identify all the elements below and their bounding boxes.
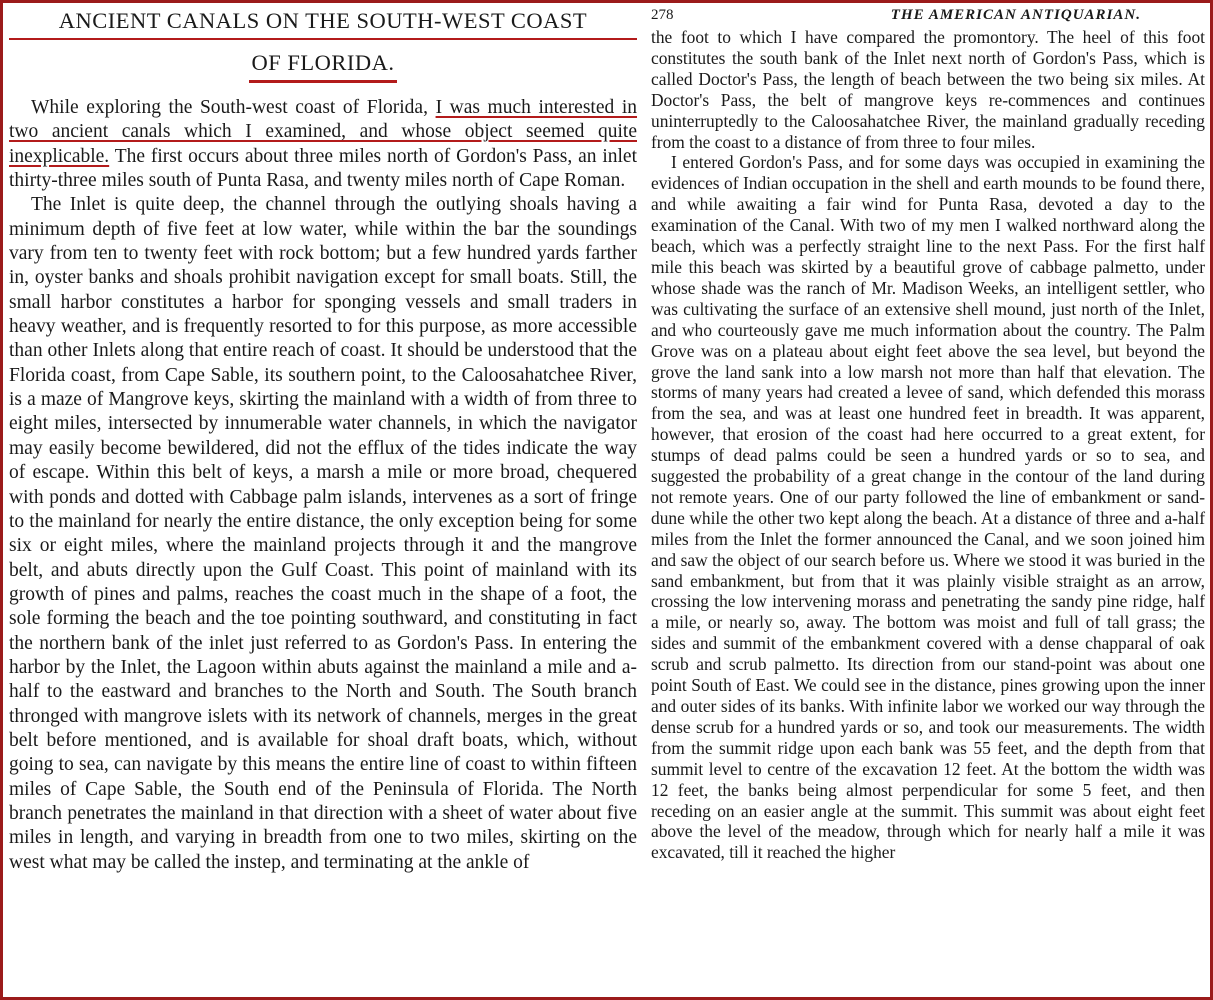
title-line-1: ANCIENT CANALS ON THE SOUTH-WEST COAST xyxy=(9,6,637,40)
right-paragraph-1: the foot to which I have compared the promontory. The heel of this foot constitutes the south bank of the Inlet next north of Gordon's Pass, which is called Doctor's Pass, the length of beach between the two being six miles. At Doctor's Pass, the belt of mangrove keys re-commences and continues uninterruptedly to the Caloosahatchee River, the mainland gradually receding from the coast to a distance of from three to four miles. xyxy=(651,27,1205,152)
left-paragraph-2: The Inlet is quite deep, the channel through the outlying shoals having a minimum depth of five feet at low water, while within the bar the soundings vary from ten to twenty feet with rock bottom; but a few hundred yards farther in, oyster banks and shoals prohibit navigation except for small boats. Still, the small harbor constitutes a harbor for sponging vessels and small traders in heavy weather, and is frequently resorted to for this purpose, as more accessible than other Inlets along that entire reach of coast. It should be understood that the Florida coast, from Cape Sable, its southern point, to the Caloosahatchee River, is a maze of Mangrove keys, skirting the mainland with a width of from three to eight miles, intersected by innumerable water channels, in which the navigator may easily become bewildered, did not the efflux of the tides indicate the way of escape. Within this belt of keys, a marsh a mile or more broad, chequered with ponds and dotted with Cabbage palm islands, intervenes as a sort of fringe to the mainland for nearly the entire distance, the only exception being for some six or eight miles, where the mainland projects through it and the mangrove belt, and abuts directly upon the Gulf Coast. This point of mainland with its growth of pines and palms, reaches the coast much in the shape of a foot, the sole forming the beach and the toe pointing southward, and constituting in fact the northern bank of the inlet just referred to as Gordon's Pass. In entering the harbor by the Inlet, the Lagoon within abuts against the mainland a mile and a-half to the eastward and branches to the North and South. The South branch thronged with mangrove islets with its network of channels, merges in the great belt before mentioned, and is available for shoal draft boats, which, without going to sea, can navigate by this means the entire line of coast to within fifteen miles of Cape Sable, the South end of the Peninsula of Florida. The North branch penetrates the mainland in that direction with a sheet of water about five miles in length, and varying in breadth from one to two miles, skirting on the west what may be called the instep, and terminating at the ankle of xyxy=(9,194,637,873)
left-column xyxy=(9,3,637,875)
highlighted-sentence: I was much interested in two ancient canals which I examined, and whose object seemed quite inexplicable. xyxy=(9,97,638,167)
right-column xyxy=(651,3,1205,863)
title-line-2: OF FLORIDA. xyxy=(249,48,396,83)
para1-rest: The first occurs about three miles north of Gordon's Pass, an inlet thirty-three miles south of Punta Rasa, and twenty miles north of Cape Roman. xyxy=(9,145,637,192)
running-header xyxy=(651,4,1201,27)
right-paragraph-2: I entered Gordon's Pass, and for some days was occupied in examining the evidences of Indian occupation in the shell and earth mounds to be found there, and while awaiting a fair wind for Punta Rasa, devoted a day to the examination of the Canal. With two of my men I walked northward along the beach, which was a perfectly straight line to the next Pass. For the first half mile this beach was skirted by a beautiful grove of cabbage palmetto, under whose shade was the ranch of Mr. Madison Weeks, an intelligent settler, who was cultivating the surface of an extensive shell mound, just north of the Inlet, and who courteously gave me much information about the country. The Palm Grove was on a plateau about eight feet above the sea level, but beyond the grove the land sank into a low marsh not more than half that elevation. The storms of many years had created a levee of sand, which defended this morass from the sea, and was at least one hundred feet in breadth. It was apparent, however, that erosion of the coast had here occurred to a great extent, for stumps of dead palms could be seen a hundred yards or so to sea, and suggested the probability of a great change in the contour of the land during not remote years. One of our party followed the line of embankment or sand-dune while the other two kept along the beach. At a distance of three and a-half miles from the Inlet the former announced the Canal, and we soon joined him and saw the object of our search before us. Where we stood it was buried in the sand embankment, but from that it was plainly visible straight as an arrow, crossing the low intervening morass and penetrating the sandy pine ridge, half a mile, or nearly so, away. The bottom was moist and full of tall grass; the sides and summit of the embankment covered with a dense chapparal of oak scrub and scrub palmetto. Its direction from our stand-point was about one point South of East. We could see in the distance, pines growing upon the inner and outer sides of its banks. With infinite labor we worked our way through the dense scrub for a hundred yards or so, and took our measurements. The width from the summit ridge upon each bank was 55 feet, and the depth from that summit level to centre of the excavation 12 feet. At the bottom the width was 12 feet, the banks being almost perpendicular for some 5 feet, and then receding on an easier angle at the summit. This summit was about eight feet above the level of the meadow, through which for nearly half a mile it was excavated, till it reached the higher xyxy=(651,152,1205,863)
page-number: 278 xyxy=(651,7,674,23)
right-body xyxy=(651,27,1205,863)
left-body xyxy=(9,96,637,875)
para1-start: While exploring the South-west coast of Florida, xyxy=(31,97,428,118)
article-title xyxy=(9,6,637,83)
journal-title: THE AMERICAN ANTIQUARIAN. xyxy=(890,7,1141,23)
left-paragraph-1 xyxy=(9,96,637,193)
